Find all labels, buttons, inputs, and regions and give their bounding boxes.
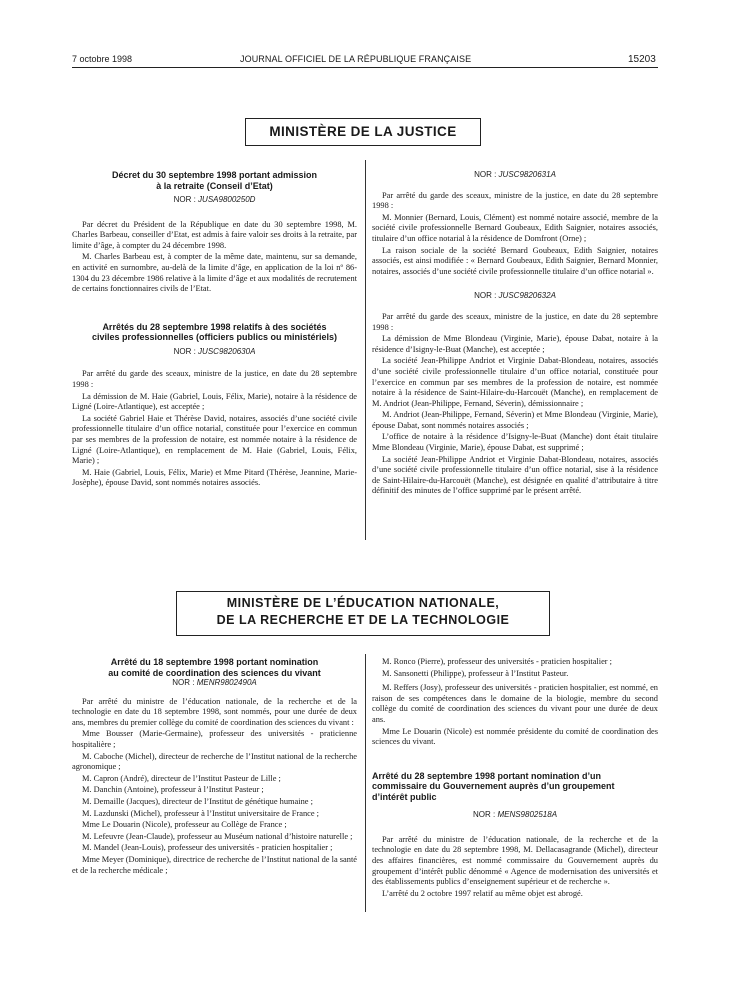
member-item: M. Lefeuvre (Jean-Claude), professeur au Muséum national d’histoire naturelle ;: [82, 831, 353, 841]
douarin-paragraph: Mme Le Douarin (Nicole) est nommée présidente du comité de coordination des sciences du vivant.: [372, 726, 658, 747]
arretes-paragraph: Par arrêté du garde des sceaux, ministre de la justice, en date du 28 septembre 1998 :: [72, 369, 357, 389]
educ-members-list: [72, 729, 357, 876]
educ-nor: NOR : MENR9802490A: [172, 678, 257, 687]
a2-paragraph: La société Jean-Philippe Andriot et Virginie Dabat-Blondeau, notaires, associés d’une société civile professionnelle titulaire d’un office notarial, sise à la résidence de Saint-Hilaire-du-Harcouët (Manche), est désignée en qualité d’attributaire à titre définitif des minutes de l’office supprimé par le présent arrêté.: [372, 454, 658, 496]
educ2-paragraph: L’arrêté du 2 octobre 1997 relatif au même objet est abrogé.: [382, 888, 583, 898]
justice-right-column: [372, 166, 658, 498]
header-journal-title: JOURNAL OFFICIEL DE LA RÉPUBLIQUE FRANÇAISE: [240, 54, 472, 64]
a2-paragraph: L’office de notaire à la résidence d’Isigny-le-Buat (Manche) dont était titulaire Mme Blondeau (Virginie, Marie), épouse Dabat, est supprimé ;: [372, 432, 658, 453]
education-left-column: [72, 657, 357, 877]
educ2-nor: NOR : MENS9802518A: [472, 810, 558, 820]
a2-nor: NOR : JUSC9820632A: [474, 291, 556, 301]
ministry-justice-heading: MINISTÈRE DE LA JUSTICE: [245, 118, 481, 146]
a1-nor: NOR : JUSC9820631A: [474, 170, 556, 179]
decret-paragraph: Par décret du Président de la République en date du 30 septembre 1998, M. Charles Barbeau, conseiller d’Etat, est admis à faire valoir ses droits à la retraite, par limite d’âge, à compter du 24 décembre 1998.: [72, 219, 357, 250]
education-right-column: [372, 657, 658, 900]
educ-paragraph: Par arrêté du ministre de l’éducation nationale, de la recherche et de la technologie en date du 18 septembre 1998, sont nommés, pour une durée de deux ans, membres du premier collège du comité de coordination des sciences du vivant :: [72, 696, 357, 727]
educ2-title-line3: d’intérêt public: [372, 791, 437, 802]
arretes-title-line1: Arrêtés du 28 septembre 1998 relatifs à des sociétés: [102, 321, 327, 332]
a1-paragraph: Par arrêté du garde des sceaux, ministre de la justice, en date du 28 septembre 1998 :: [372, 190, 658, 211]
educ2-paragraph: Par arrêté du ministre de l’éducation nationale, de la recherche et de la technologie en date du 28 septembre 1998, M. Dellacasagrande (Michel), directeur des affaires financières, est nommé commissaire du Gouvernement auprès du groupement d’intérêt public dénommé « Agence de modernisation des universités et des établissements publics d’enseignement supérieur et de recherche ».: [372, 834, 658, 887]
a2-paragraph: La société Jean-Philippe Andriot et Virginie Dabat-Blondeau, notaires, associés d’une société civile professionnelle titulaire d’un office notarial, constituée pour l’exercice en commun par ses membres de la profession de notaire, est nommée notaire à la résidence de Saint-Hilaire-du-Harcouët (Manche), en remplacement de M. Andriot (Jean-Philippe, Fernand, Séverin), démissionnaire ;: [372, 356, 658, 408]
header-rule: [72, 67, 658, 68]
decret-title-line2: à la retraite (Conseil d’Etat): [156, 180, 273, 191]
member-item: M. Mandel (Jean-Louis), professeur des universités - praticien hospitalier ;: [82, 843, 333, 853]
decret-paragraph: M. Charles Barbeau est, à compter de la même date, maintenu, sur sa demande, en activité en surnombre, au-delà de la limite d’âge, en application de la loi nº 86-1304 du 23 décembre 1986 relative à la limite d’âge et aux modalités de recrutement de certains fonctionnaires civils de l’Etat.: [72, 252, 357, 294]
a1-paragraph: M. Monnier (Bernard, Louis, Clément) est nommé notaire associé, membre de la société civile professionnelle Bernard Goubeaux, Edith Saignier, notaires associés, titulaire d’un office notarial à la résidence de Domfront (Orne) ;: [372, 212, 658, 243]
decret-nor: NOR : JUSA9800250D: [173, 195, 256, 204]
arretes-paragraph: La société Gabriel Haie et Thérèse David, notaires, associés d’une société civile professionnelle titulaire d’un office notarial, constituée pour l’exercice en commun par ses membres de la profession de notaire, est nommée notaire à la résidence de Ligné (Loire-Atlantique), en remplacement de M. Haie (Gabriel, Louis, Félix, Marie) ;: [72, 413, 357, 466]
a1-paragraph: La raison sociale de la société Bernard Goubeaux, Edith Saignier, notaires associés, est ainsi modifiée : « Bernard Goubeaux, Edith Saignier, Bernard Monnier, notaires, associés d’une société civile professionnelle titulaire d’un office notarial ».: [372, 245, 658, 276]
header-page-number: 15203: [628, 54, 656, 65]
a2-paragraph: Par arrêté du garde des sceaux, ministre de la justice, en date du 28 septembre 1998 :: [372, 311, 658, 332]
decret-title-line1: Décret du 30 septembre 1998 portant admission: [111, 170, 318, 180]
educ2-title-line2: commissaire du Gouvernement auprès d’un groupement: [372, 781, 615, 792]
a2-paragraph: La démission de Mme Blondeau (Virginie, Marie), épouse Dabat, notaire à la résidence d’Isigny-le-Buat (Manche), est acceptée ;: [372, 334, 658, 354]
arretes-nor: NOR : JUSC9820630A: [173, 346, 256, 356]
justice-left-column: [72, 170, 357, 490]
member-item: M. Caboche (Michel), directeur de recherche de l’Institut national de la recherche agronomique ;: [72, 751, 357, 772]
educ-members-list-continued: [372, 657, 658, 679]
ministry-education-line1: MINISTÈRE DE L’ÉDUCATION NATIONALE,: [226, 596, 500, 610]
reffers-paragraph: M. Reffers (Josy), professeur des universités - praticien hospitalier, est nommé, en raison de ses compétences dans le domaine de la biologie, membre du second collège du comité de coordination des sciences du vivant pour une durée de deux ans.: [372, 683, 658, 724]
header-date: 7 octobre 1998: [72, 54, 133, 64]
ministry-education-line2: DE LA RECHERCHE ET DE LA TECHNOLOGIE: [216, 613, 510, 627]
arretes-paragraph: La démission de M. Haie (Gabriel, Louis, Félix, Marie), notaire à la résidence de Ligné (Loire-Atlantique), est acceptée ;: [72, 391, 357, 412]
member-item: M. Ronco (Pierre), professeur des universités - praticien hospitalier ;: [382, 657, 613, 666]
ministry-education-heading: [176, 591, 550, 636]
member-item: M. Lazdunski (Michel), professeur à l’Institut universitaire de France ;: [82, 808, 319, 818]
member-item: Mme Le Douarin (Nicole), professeur au Collège de France ;: [82, 820, 287, 830]
member-item: M. Demaille (Jacques), directeur de l’Institut de génétique humaine ;: [82, 796, 313, 806]
a2-paragraph: M. Andriot (Jean-Philippe, Fernand, Séverin) et Mme Blondeau (Virginie, Marie), épouse Dabat, sont nommés notaires associés ;: [372, 410, 658, 430]
arretes-title-line2: civiles professionnelles (officiers publics ou ministériels): [91, 332, 338, 343]
educ-title-line1: Arrêté du 18 septembre 1998 portant nomination: [110, 657, 319, 667]
educ2-title-line1: Arrêté du 28 septembre 1998 portant nomination d’un: [372, 770, 602, 781]
arretes-paragraph: M. Haie (Gabriel, Louis, Félix, Marie) et Mme Pitard (Thérèse, Jeannine, Marie-Josèphe), épouse David, sont nommés notaires associés.: [72, 467, 357, 488]
column-divider: [365, 654, 366, 912]
member-item: M. Capron (André), directeur de l’Institut Pasteur de Lille ;: [82, 773, 281, 783]
member-item: Mme Bousser (Marie-Germaine), professeur des universités - praticienne hospitalière ;: [72, 729, 357, 749]
educ-title-line2: au comité de coordination des sciences du vivant: [108, 667, 321, 678]
column-divider: [365, 160, 366, 540]
member-item: M. Danchin (Antoine), professeur à l’Institut Pasteur ;: [82, 785, 264, 795]
member-item: M. Sansonetti (Philippe), professeur à l’Institut Pasteur.: [382, 668, 569, 678]
member-item: Mme Meyer (Dominique), directrice de recherche de l’Institut national de la santé et de la recherche médicale ;: [72, 854, 357, 875]
